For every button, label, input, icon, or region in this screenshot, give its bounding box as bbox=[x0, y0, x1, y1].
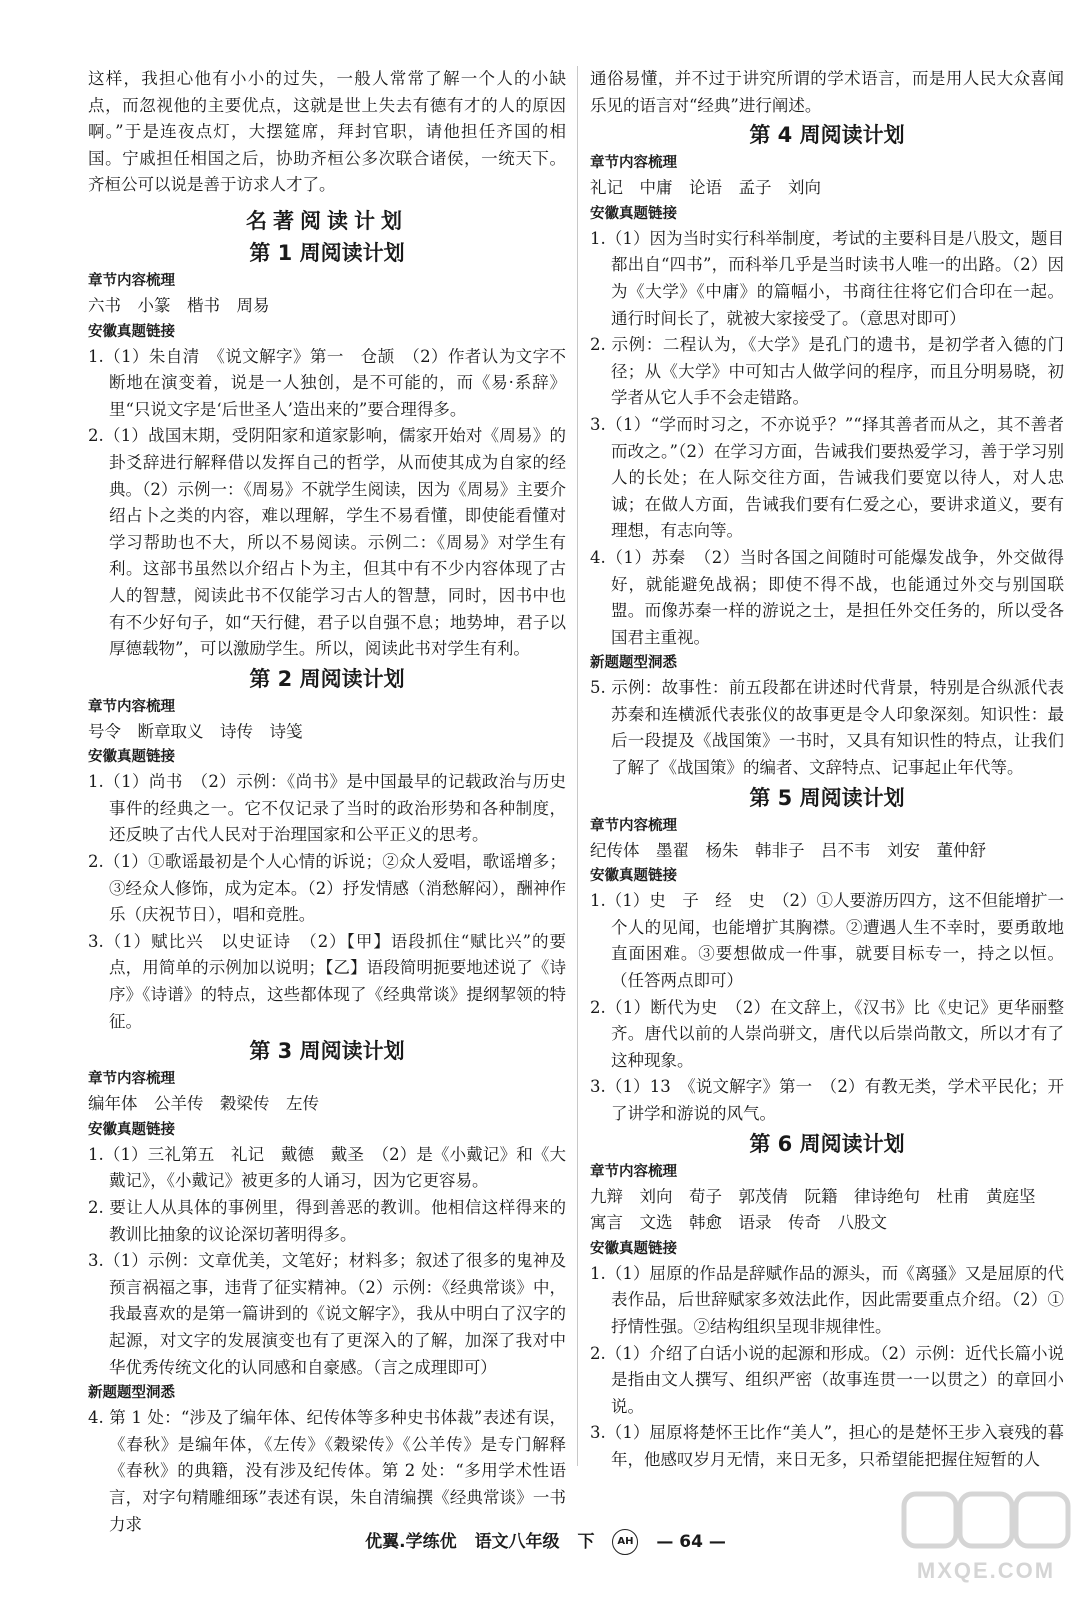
heading-chapter-content: 章节内容梳理 bbox=[88, 1071, 175, 1088]
page-number: — 64 — bbox=[656, 1532, 726, 1552]
answer-item: 3.（1）13 《说文解字》第一 （2）有教无类，学术平民化；开了讲学和游说的风气。 bbox=[590, 1077, 1064, 1123]
answer-item: 4. 第 1 处：“涉及了编年体、纪传体等多种史书体裁”表述有误，《春秋》是编年体，《左传》《穀梁传》《公羊传》是专门解释《春秋》的典籍，没有涉及纪传体。第 2 处：“多用学术性语言，对字句精雕细琢”表述有误，朱自清编撰《经典常谈》一书力求 bbox=[88, 1408, 566, 1534]
volume-label: 下 bbox=[577, 1532, 595, 1552]
heading-anhui-exam: 安徽真题链接 bbox=[590, 868, 677, 885]
week-2-title: 第 2 周阅读计划 bbox=[249, 666, 405, 691]
answer-item: 2. 要让人从具体的事例里，得到善恶的教训。他相信这样得来的教训比抽象的议论深切著明得多。 bbox=[88, 1198, 566, 1244]
answer-item: 2. 示例：二程认为，《大学》是孔门的遗书，是初学者入德的门径；从《大学》中可知古人做学问的程序，而且分明易晓，初学者从它人手不会走错路。 bbox=[590, 335, 1064, 408]
answer-item: 5. 示例：故事性：前五段都在讲述时代背景，特别是合纵派代表苏秦和连横派代表张仪的故事更是令人印象深刻。知识性：最后一段提及《战国策》一书时，又具有知识性的特点，让我们了解了《战国策》的编者、文辞特点、记事起止年代等。 bbox=[590, 678, 1064, 778]
week-3-title: 第 3 周阅读计划 bbox=[249, 1039, 405, 1064]
heading-anhui-exam: 安徽真题链接 bbox=[88, 1121, 175, 1138]
heading-new-question-type: 新题题型洞悉 bbox=[88, 1385, 175, 1402]
terms-line: 六书 小篆 楷书 周易 bbox=[88, 295, 270, 315]
heading-chapter-content: 章节内容梳理 bbox=[590, 155, 677, 172]
answer-item: 3.（1）屈原将楚怀王比作“美人”，担心的是楚怀王步入衰残的暮年，他感叹岁月无情，来日无多，只希望能把握住短暂的人 bbox=[590, 1423, 1064, 1469]
answer-item: 2.（1）介绍了白话小说的起源和形成。（2）示例：近代长篇小说是指由文人撰写、组织严密（故事连贯一一以贯之）的章回小说。 bbox=[590, 1343, 1064, 1416]
heading-chapter-content: 章节内容梳理 bbox=[88, 272, 175, 289]
subject-label: 语文八年级 bbox=[474, 1532, 560, 1552]
heading-chapter-content: 章节内容梳理 bbox=[590, 1163, 677, 1180]
answer-item: 1.（1）朱自清 《说文解字》第一 仓颉 （2）作者认为文字不断地在演变着，说是一人独创，是不可能的，而《易·系辞》里“只说文字是‘后世圣人’造出来的”要合理得多。 bbox=[88, 346, 566, 419]
answer-item: 3.（1）“学而时习之，不亦说乎？”“择其善者而从之，其不善者而改之。”（2）在学习方面，告诫我们要热爱学习，善于学习别人的长处；在人际交往方面，告诫我们要宽以待人，对人忠诚；在做人方面，告诫我们要有仁爱之心，要讲求道义，要有理想，有志向等。 bbox=[590, 414, 1064, 541]
week-6-title: 第 6 周阅读计划 bbox=[749, 1131, 905, 1156]
week-1-title: 第 1 周阅读计划 bbox=[249, 240, 405, 265]
answer-item: 2.（1）战国末期，受阴阳家和道家影响，儒家开始对《周易》的卦爻辞进行解释借以发挥自己的哲学，从而使其成为自家的经典。（2）示例一：《周易》不就学生阅读，因为《周易》主要介绍占卜之类的内容，难以理解，学生不易看懂，即使能看懂对学习帮助也不大，所以不易阅读。示例二：《周易》对学生有利。这部书虽然以介绍占卜为主，但其中有不少内容体现了古人的智慧，阅读此书不仅能学习古人的智慧，同时，因书中也有不少好句子，如“天行健，君子以自强不息；地势坤，君子以厚德载物”，可以激励学生。所以，阅读此书对学生有利。 bbox=[88, 426, 566, 659]
heading-anhui-exam: 安徽真题链接 bbox=[88, 323, 175, 340]
answer-item: 4.（1）苏秦 （2）当时各国之间随时可能爆发战争，外交做得好，就能避免战祸；即使不得不战，也能通过外交与别国联盟。而像苏秦一样的游说之士，是担任外交任务的，所以受各国君主重视。 bbox=[590, 547, 1064, 647]
column-divider bbox=[577, 66, 578, 1466]
left-column bbox=[88, 66, 566, 1538]
section-title: 名著阅读计划 bbox=[246, 208, 408, 233]
answer-item: 1.（1）三礼第五 礼记 戴德 戴圣 （2）是《小戴记》和《大戴记》，《小戴记》被更多的人诵习，因为它更容易。 bbox=[88, 1144, 566, 1191]
continued-paragraph: 通俗易懂，并不过于讲究所谓的学术语言，而是用人民大众喜闻乐见的语言对“经典”进行阐述。 bbox=[590, 69, 1064, 115]
answer-item: 1.（1）屈原的作品是辞赋作品的源头，而《离骚》又是屈原的代表作品，后世辞赋家多效法此作，因此需要重点介绍。（2）①抒情性强。②结构组织呈现非规律性。 bbox=[590, 1263, 1064, 1336]
heading-anhui-exam: 安徽真题链接 bbox=[88, 749, 175, 766]
answer-item: 1.（1）尚书 （2）示例：《尚书》是中国最早的记载政治与历史事件的经典之一。它不仅记录了当时的政治形势和各种制度，还反映了古代人民对于治理国家和公平正义的思考。 bbox=[88, 772, 566, 845]
heading-chapter-content: 章节内容梳理 bbox=[88, 698, 175, 715]
right-column bbox=[590, 66, 1064, 1474]
terms-line: 纪传体 墨翟 杨朱 韩非子 吕不韦 刘安 董仲舒 bbox=[590, 840, 986, 860]
answer-item: 2.（1）①歌谣最初是个人心情的诉说；②众人爱唱，歌谣增多；③经众人修饰，成为定本。（2）抒发情感（消愁解闷），酬神作乐（庆祝节日），唱和竞胜。 bbox=[88, 852, 566, 925]
heading-anhui-exam: 安徽真题链接 bbox=[590, 205, 677, 222]
answer-item: 1.（1）史 子 经 史 （2）①人要游历四方，这不但能增扩一个人的见闻，也能增扩其胸襟。②遭遇人生不幸时，要勇敢地直面困难。③要想做成一件事，就要目标专一，持之以恒。（任答两点即可） bbox=[590, 891, 1064, 991]
svg-text:MXQE.COM: MXQE.COM bbox=[916, 1558, 1056, 1583]
answer-item: 3.（1）赋比兴 以史证诗 （2）【甲】语段抓住“赋比兴”的要点，用简单的示例加以说明；【乙】语段简明扼要地述说了《诗序》《诗谱》的特点，这些都体现了《经典常谈》提纲挈领的特征。 bbox=[88, 931, 566, 1031]
heading-anhui-exam: 安徽真题链接 bbox=[590, 1240, 677, 1257]
brand-name: 优翼.学练优 bbox=[365, 1532, 457, 1552]
terms-line: 号令 断章取义 诗传 诗笺 bbox=[88, 721, 303, 741]
intro-paragraph: 这样，我担心他有小小的过失，一般人常常了解一个人的小缺点，而忽视他的主要优点，这就是世上失去有德有才的人的原因啊。”于是连夜点灯，大摆筵席，拜封官职，请他担任齐国的相国。宁戚担任相国之后，协助齐桓公多次联合诸侯，一统天下。齐桓公可以说是善于访求人才了。 bbox=[88, 69, 566, 195]
terms-line: 编年体 公羊传 穀梁传 左传 bbox=[88, 1094, 319, 1114]
heading-new-question-type: 新题题型洞悉 bbox=[590, 655, 677, 672]
heading-chapter-content: 章节内容梳理 bbox=[590, 817, 677, 834]
week-4-title: 第 4 周阅读计划 bbox=[749, 123, 905, 148]
terms-line: 礼记 中庸 论语 孟子 刘向 bbox=[590, 178, 821, 198]
week-5-title: 第 5 周阅读计划 bbox=[749, 785, 905, 810]
terms-line: 九辩 刘向 荀子 郭茂倩 阮籍 律诗绝句 杜甫 黄庭坚 寓言 文选 韩愈 语录 传奇 八股文 bbox=[590, 1186, 1052, 1233]
watermark-logo-icon bbox=[898, 1490, 1073, 1588]
answer-item: 1.（1）因为当时实行科举制度，考试的主要科目是八股文，题目都出自“四书”，而科举几乎是当时读书人唯一的出路。（2）因为《大学》《中庸》的篇幅小，书商往往将它们合印在一起。通行时间长了，就被大家接受了。（意思对即可） bbox=[590, 228, 1064, 328]
ah-badge-icon: AH bbox=[612, 1529, 638, 1555]
answer-item: 2.（1）断代为史 （2）在文辞上，《汉书》比《史记》更华丽整齐。唐代以前的人崇尚骈文，唐代以后崇尚散文，所以才有了这种现象。 bbox=[590, 997, 1064, 1070]
answer-item: 3.（1）示例：文章优美，文笔好；材料多；叙述了很多的鬼神及预言祸福之事，违背了征实精神。（2）示例：《经典常谈》中，我最喜欢的是第一篇讲到的《说文解字》，我从中明白了汉字的起源，对文字的发展演变也有了更深入的了解，加深了我对中华优秀传统文化的认同感和自豪感。（言之成理即可） bbox=[88, 1251, 566, 1377]
